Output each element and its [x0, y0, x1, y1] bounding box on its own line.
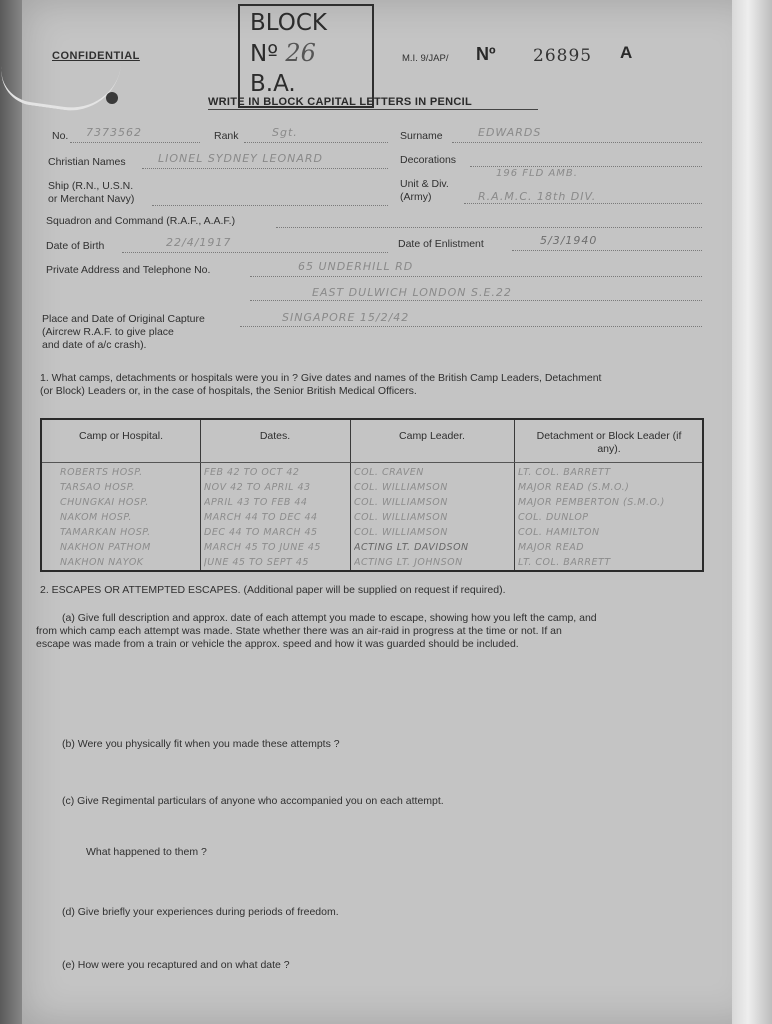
- christian-names-line: [142, 168, 388, 169]
- address-line-1: [250, 276, 702, 277]
- table-cell: NOV 42 TO APRIL 43: [204, 482, 311, 493]
- question-2-heading: 2. ESCAPES OR ATTEMPTED ESCAPES. (Additional paper will be supplied on request if required).: [40, 584, 506, 596]
- enlistment-line: [512, 250, 702, 251]
- stamp-number: 26: [285, 39, 316, 67]
- table-cell: COL. DUNLOP: [518, 512, 589, 523]
- christian-names-label: Christian Names: [48, 156, 126, 168]
- unit-line: [464, 203, 702, 204]
- address-label: Private Address and Telephone No.: [46, 264, 211, 276]
- table-cell: NAKHON PATHOM: [60, 542, 151, 553]
- capture-label-1: Place and Date of Original Capture: [42, 313, 205, 325]
- table-header-rule: [42, 462, 702, 463]
- table-cell: COL. HAMILTON: [518, 527, 600, 538]
- unit-label: Unit & Div.: [400, 178, 449, 190]
- capture-line: [240, 326, 702, 327]
- stamp-no: Nº: [250, 41, 279, 67]
- enlistment-value: 5/3/1940: [540, 234, 598, 247]
- table-cell: MARCH 44 TO DEC 44: [204, 512, 318, 523]
- table-cell: FEB 42 TO OCT 42: [204, 467, 300, 478]
- page-stack-edge: [732, 0, 772, 1024]
- table-cell: NAKHON NAYOK: [60, 557, 144, 568]
- question-2c: (c) Give Regimental particulars of anyone who accompanied you on each attempt.: [62, 795, 444, 807]
- stamp-ba: B.A.: [250, 71, 296, 97]
- table-cell: JUNE 45 TO SEPT 45: [204, 557, 309, 568]
- table-cell: ACTING LT. DAVIDSON: [354, 542, 469, 553]
- ship-label-2: or Merchant Navy): [48, 193, 135, 205]
- question-2d: (d) Give briefly your experiences during periods of freedom.: [62, 906, 339, 918]
- question-2a-line-2: from which camp each attempt was made. State whether there was an air-raid in progress at the time or not. If an: [36, 625, 562, 637]
- decorations-line: [470, 166, 702, 167]
- table-cell: LT. COL. BARRETT: [518, 557, 611, 568]
- question-1-line-1: 1. What camps, detachments or hospitals were you in ? Give dates and names of the British Camp Leaders, Detachment: [40, 372, 602, 384]
- table-cell: LT. COL. BARRETT: [518, 467, 611, 478]
- table-cell: MAJOR PEMBERTON (S.M.O.): [518, 497, 665, 508]
- table-cell: NAKOM HOSP.: [60, 512, 132, 523]
- table-cell: MAJOR READ: [518, 542, 585, 553]
- table-cell: TAMARKAN HOSP.: [60, 527, 151, 538]
- string-knot: [106, 92, 118, 104]
- table-cell: TARSAO HOSP.: [60, 482, 136, 493]
- rank-value: Sgt.: [272, 126, 298, 139]
- address-line-2: [250, 300, 702, 301]
- dob-line: [122, 252, 388, 253]
- table-cell: COL. WILLIAMSON: [354, 482, 448, 493]
- rank-label: Rank: [214, 130, 239, 142]
- capture-label-2: (Aircrew R.A.F. to give place: [42, 326, 174, 338]
- table-cell: APRIL 43 TO FEB 44: [204, 497, 308, 508]
- surname-line: [452, 142, 702, 143]
- dob-value: 22/4/1917: [166, 236, 232, 249]
- table-header-detachment-leader: Detachment or Block Leader (if any).: [536, 430, 682, 455]
- table-cell: COL. WILLIAMSON: [354, 527, 448, 538]
- question-2b: (b) Were you physically fit when you made these attempts ?: [62, 738, 340, 750]
- number-mark: Nº: [476, 44, 496, 64]
- no-label: No.: [52, 130, 69, 142]
- question-2e: (e) How were you recaptured and on what date ?: [62, 959, 290, 971]
- camps-table: [40, 418, 704, 572]
- table-cell: COL. WILLIAMSON: [354, 512, 448, 523]
- instruction-heading: WRITE IN BLOCK CAPITAL LETTERS IN PENCIL: [208, 96, 472, 108]
- question-1-line-2: (or Block) Leaders or, in the case of hospitals, the Senior British Medical Officers.: [40, 385, 417, 397]
- unit-value-2: R.A.M.C. 18th DIV.: [478, 190, 597, 203]
- confidential-label: CONFIDENTIAL: [52, 50, 140, 62]
- stamp-block: BLOCK: [250, 10, 328, 36]
- table-header-dates: Dates.: [259, 430, 291, 442]
- surname-value: EDWARDS: [478, 126, 542, 139]
- table-divider: [514, 420, 515, 570]
- rank-line: [244, 142, 388, 143]
- enlistment-label: Date of Enlistment: [398, 238, 484, 250]
- address-value-2: EAST DULWICH LONDON S.E.22: [312, 286, 512, 299]
- table-cell: ROBERTS HOSP.: [60, 467, 143, 478]
- unit-label-2: (Army): [400, 191, 432, 203]
- unit-value-1: 196 FLD AMB.: [496, 168, 578, 179]
- table-cell: DEC 44 TO MARCH 45: [204, 527, 318, 538]
- christian-names-value: LIONEL SYDNEY LEONARD: [158, 152, 324, 165]
- question-2a-line-3: escape was made from a train or vehicle the approx. speed and how it was guarded should be included.: [36, 638, 519, 650]
- squadron-label: Squadron and Command (R.A.F., A.A.F.): [46, 215, 236, 227]
- dob-label: Date of Birth: [46, 240, 105, 252]
- table-cell: ACTING LT. JOHNSON: [354, 557, 463, 568]
- form-number: 26895: [533, 46, 593, 66]
- form-suffix: A: [620, 43, 633, 62]
- form-reference: M.I. 9/JAP/: [402, 53, 449, 64]
- surname-label: Surname: [400, 130, 443, 142]
- capture-label-3: and date of a/c crash).: [42, 339, 147, 351]
- decorations-label: Decorations: [400, 154, 457, 166]
- ship-line: [152, 205, 388, 206]
- table-cell: COL. WILLIAMSON: [354, 497, 448, 508]
- no-line: [70, 142, 200, 143]
- question-2c-followup: What happened to them ?: [86, 846, 207, 858]
- block-stamp: [238, 4, 374, 108]
- table-cell: CHUNGKAI HOSP.: [60, 497, 149, 508]
- no-value: 7373562: [86, 126, 142, 139]
- address-value-1: 65 UNDERHILL RD: [298, 260, 414, 273]
- ship-label: Ship (R.N., U.S.N.: [48, 180, 134, 192]
- table-cell: MARCH 45 TO JUNE 45: [204, 542, 321, 553]
- capture-value: SINGAPORE 15/2/42: [282, 311, 410, 324]
- table-cell: MAJOR READ (S.M.O.): [518, 482, 630, 493]
- table-header-camp: Camp or Hospital.: [78, 430, 164, 442]
- table-header-camp-leader: Camp Leader.: [399, 430, 465, 442]
- table-cell: COL. CRAVEN: [354, 467, 424, 478]
- squadron-line: [276, 227, 702, 228]
- instruction-underline: [208, 109, 538, 110]
- binder-edge: [0, 0, 24, 1024]
- question-2a-line-1: (a) Give full description and approx. date of each attempt you made to escape, showing how you left the camp, and: [62, 612, 597, 624]
